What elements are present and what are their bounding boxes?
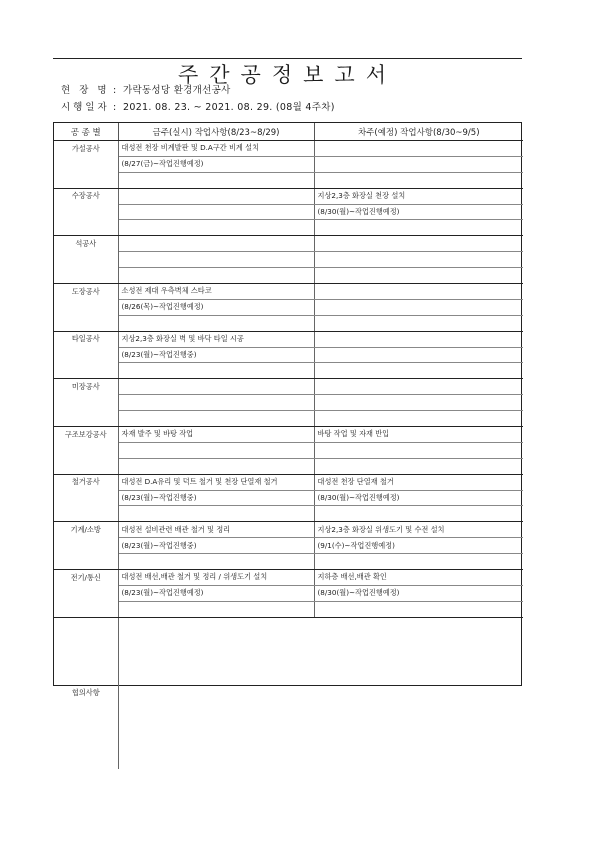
category-spacer	[54, 442, 118, 458]
category-cell: 타일공사	[54, 331, 118, 347]
table-row	[54, 585, 523, 601]
this-week-cell	[118, 172, 314, 188]
next-week-cell	[314, 156, 523, 172]
next-week-cell	[314, 395, 523, 411]
this-week-cell: (8/23(월)~작업진행중)	[118, 538, 314, 554]
category-spacer	[54, 172, 118, 188]
table-row	[54, 395, 523, 411]
header-this-week: 금주(실시) 작업사항(8/23~8/29)	[118, 123, 314, 141]
table-row	[54, 379, 523, 395]
table-row	[54, 554, 523, 570]
next-week-cell	[314, 172, 523, 188]
report-title: 주간공정보고서	[177, 63, 397, 87]
next-week-cell	[314, 506, 523, 522]
table-row	[54, 490, 523, 506]
category-cell: 가설공사	[54, 141, 118, 157]
this-week-cell	[118, 458, 314, 474]
category-cell: 미장공사	[54, 379, 118, 395]
this-week-cell: (8/23(월)~작업진행예정)	[118, 585, 314, 601]
table-row	[54, 204, 523, 220]
next-week-cell	[314, 554, 523, 570]
next-week-cell	[314, 252, 523, 268]
table-row	[54, 172, 523, 188]
category-spacer	[54, 585, 118, 601]
this-week-cell: 소성전 제대 우측벽체 스타코	[118, 284, 314, 300]
next-week-cell: (9/1(수)~작업진행예정)	[314, 538, 523, 554]
next-week-cell	[314, 347, 523, 363]
next-week-cell	[314, 315, 523, 331]
header-row	[54, 123, 523, 141]
next-week-cell	[314, 268, 523, 284]
this-week-cell	[118, 379, 314, 395]
category-cell: 수장공사	[54, 188, 118, 204]
next-week-cell	[314, 458, 523, 474]
category-spacer	[54, 506, 118, 522]
table-row	[54, 252, 523, 268]
category-cell: 석공사	[54, 236, 118, 252]
site-name-value: 가락동성당 환경개선공사	[123, 85, 231, 96]
category-spacer	[54, 395, 118, 411]
site-name-label: 현 장 명	[61, 85, 110, 96]
table-row	[54, 220, 523, 236]
category-spacer	[54, 347, 118, 363]
next-week-cell: (8/30(월)~작업진행예정)	[314, 490, 523, 506]
category-spacer	[54, 601, 118, 617]
table-row	[54, 141, 523, 157]
this-week-cell	[118, 442, 314, 458]
this-week-cell	[118, 363, 314, 379]
this-week-cell	[118, 236, 314, 252]
next-week-cell	[314, 284, 523, 300]
this-week-cell	[118, 554, 314, 570]
this-week-cell	[118, 315, 314, 331]
table-row	[54, 506, 523, 522]
table-row	[54, 315, 523, 331]
this-week-cell	[118, 204, 314, 220]
this-week-cell	[118, 601, 314, 617]
table-row	[54, 347, 523, 363]
table-row	[54, 331, 523, 347]
this-week-cell: (8/23(월)~작업진행중)	[118, 347, 314, 363]
category-spacer	[54, 315, 118, 331]
category-cell: 도장공사	[54, 284, 118, 300]
next-week-cell	[314, 601, 523, 617]
notes-label: 협의사항	[54, 617, 118, 769]
this-week-cell	[118, 506, 314, 522]
schedule-table	[54, 123, 523, 769]
table-row	[54, 442, 523, 458]
category-spacer	[54, 220, 118, 236]
next-week-cell: 지상2,3층 화장실 천장 설치	[314, 188, 523, 204]
category-spacer	[54, 268, 118, 284]
table-row	[54, 522, 523, 538]
notes-content	[118, 617, 523, 769]
category-spacer	[54, 411, 118, 427]
period-label: 시행일자	[61, 102, 110, 113]
next-week-cell	[314, 442, 523, 458]
this-week-cell: 자재 발주 및 바탕 작업	[118, 427, 314, 443]
table-row	[54, 538, 523, 554]
this-week-cell	[118, 188, 314, 204]
category-cell: 기계/소방	[54, 522, 118, 538]
next-week-cell	[314, 220, 523, 236]
next-week-cell: 바탕 작업 및 자재 반입	[314, 427, 523, 443]
this-week-cell	[118, 268, 314, 284]
period-value: 2021. 08. 23. ~ 2021. 08. 29. (08월 4주차)	[123, 102, 335, 113]
table-row	[54, 268, 523, 284]
category-cell: 전기/통신	[54, 570, 118, 586]
next-week-cell	[314, 363, 523, 379]
table-row	[54, 236, 523, 252]
next-week-cell: (8/30(월)~작업진행예정)	[314, 585, 523, 601]
next-week-cell	[314, 141, 523, 157]
table-row	[54, 156, 523, 172]
this-week-cell	[118, 395, 314, 411]
table-row	[54, 363, 523, 379]
this-week-cell: 지상2,3층 화장실 벽 및 바닥 타일 시공	[118, 331, 314, 347]
this-week-cell	[118, 252, 314, 268]
next-week-cell: 지하층 배선,배관 확인	[314, 570, 523, 586]
this-week-cell: 대성전 설비관련 배관 철거 및 정리	[118, 522, 314, 538]
next-week-cell	[314, 379, 523, 395]
category-spacer	[54, 538, 118, 554]
category-spacer	[54, 299, 118, 315]
table-row	[54, 458, 523, 474]
category-spacer	[54, 156, 118, 172]
this-week-cell: 대성전 천장 비계발판 및 D.A구간 비계 설치	[118, 141, 314, 157]
next-week-cell	[314, 331, 523, 347]
next-week-cell	[314, 411, 523, 427]
this-week-cell	[118, 220, 314, 236]
category-spacer	[54, 490, 118, 506]
category-cell: 철거공사	[54, 474, 118, 490]
table-row	[54, 570, 523, 586]
this-week-cell: 대성전 배선,배관 철거 및 정리 / 위생도기 설치	[118, 570, 314, 586]
next-week-cell: 지상2,3층 화장실 위생도기 및 수전 설치	[314, 522, 523, 538]
table-row	[54, 299, 523, 315]
category-spacer	[54, 554, 118, 570]
next-week-cell: 대성전 천장 단열재 철거	[314, 474, 523, 490]
category-spacer	[54, 252, 118, 268]
notes-row	[54, 617, 523, 769]
header-category: 공 종 별	[54, 123, 118, 141]
table-row	[54, 474, 523, 490]
table-row	[54, 411, 523, 427]
weekly-report-table	[53, 122, 522, 698]
table-row	[54, 188, 523, 204]
next-week-cell	[314, 236, 523, 252]
this-week-cell	[118, 411, 314, 427]
category-spacer	[54, 363, 118, 379]
this-week-cell: (8/27(금)~작업진행예정)	[118, 156, 314, 172]
this-week-cell: (8/26(목)~작업진행예정)	[118, 299, 314, 315]
this-week-cell: 대성전 D.A유리 및 덕트 철거 및 천장 단열재 철거	[118, 474, 314, 490]
schedule-body	[54, 141, 523, 769]
next-week-cell: (8/30(월)~작업진행예정)	[314, 204, 523, 220]
next-week-cell	[314, 299, 523, 315]
site-name-line: 현 장 명 : 가락동성당 환경개선공사	[61, 82, 231, 96]
period-line: 시행일자 : 2021. 08. 23. ~ 2021. 08. 29. (08월 4주차)	[61, 99, 335, 113]
category-spacer	[54, 458, 118, 474]
table-row	[54, 427, 523, 443]
table-row	[54, 601, 523, 617]
category-spacer	[54, 204, 118, 220]
table-row	[54, 284, 523, 300]
this-week-cell: (8/23(월)~작업진행중)	[118, 490, 314, 506]
category-cell: 구조보강공사	[54, 427, 118, 443]
header-next-week: 차주(예정) 작업사항(8/30~9/5)	[314, 123, 523, 141]
